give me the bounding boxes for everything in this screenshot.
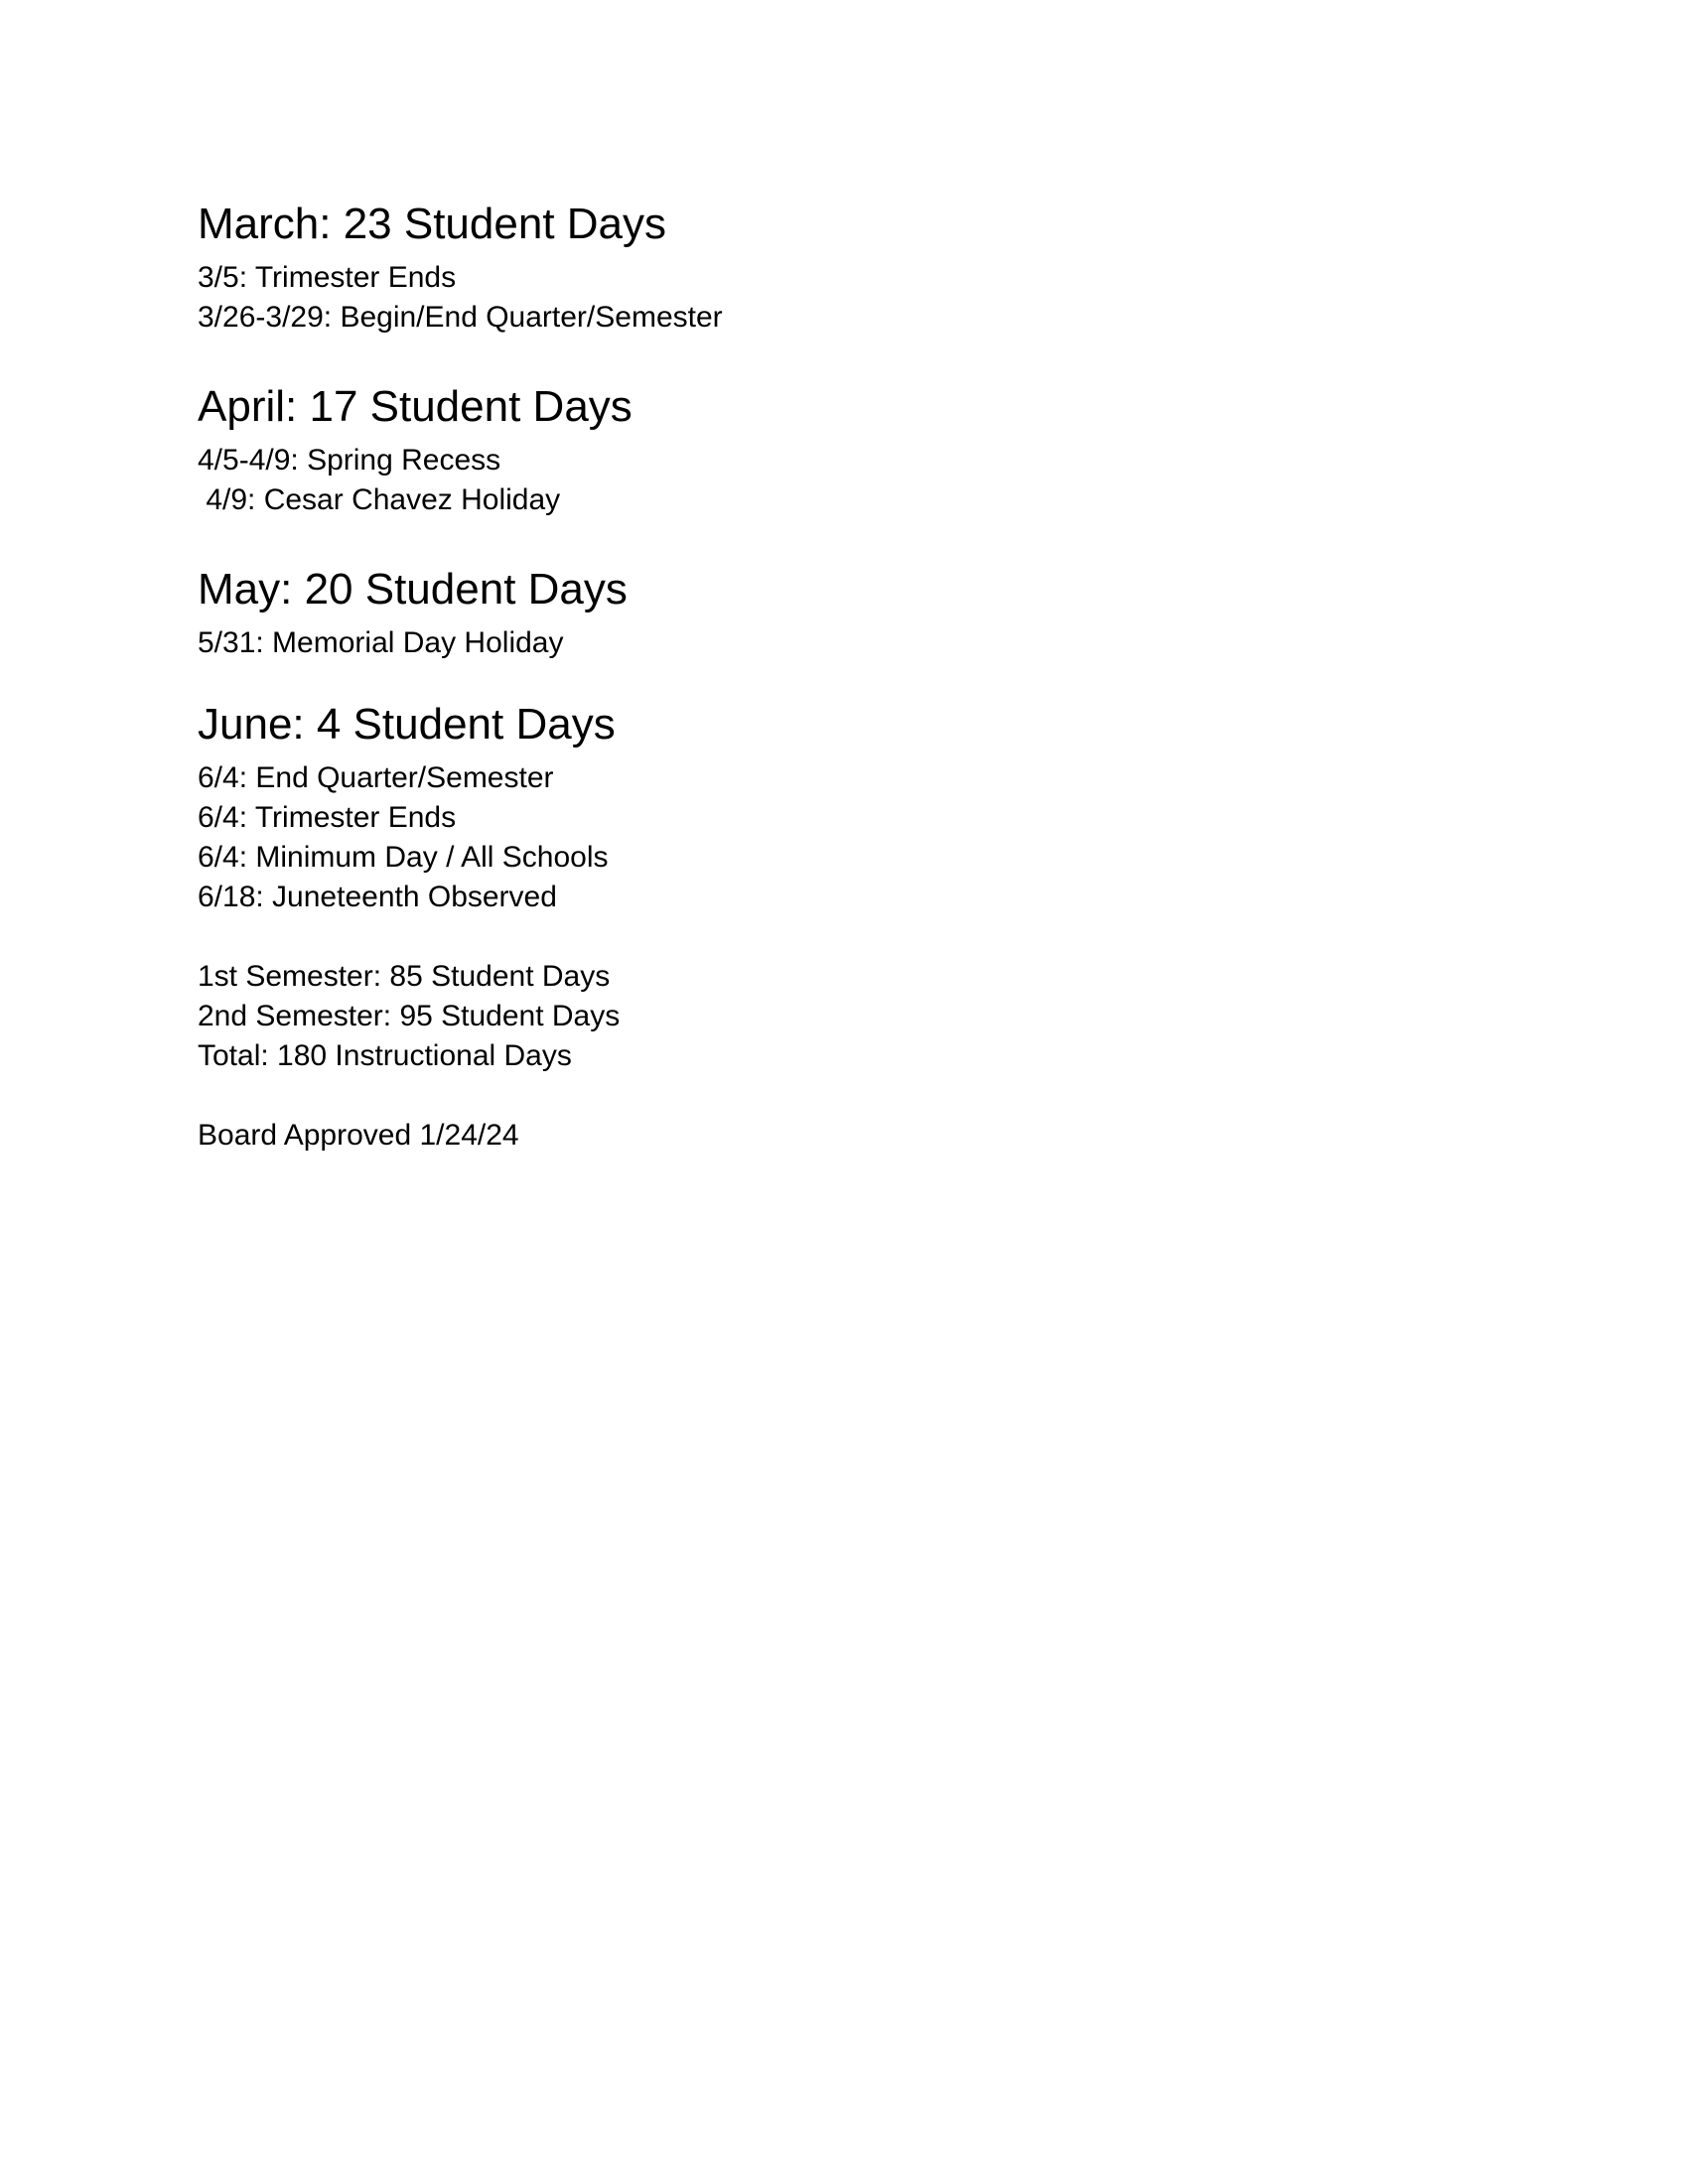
- board-approval-note: Board Approved 1/24/24: [198, 1119, 519, 1152]
- calendar-entry: 5/31: Memorial Day Holiday: [198, 626, 564, 659]
- month-section-march: [198, 195, 1488, 338]
- calendar-document: [198, 195, 1488, 1156]
- month-section-april: [198, 377, 1488, 520]
- calendar-entry: 4/5-4/9: Spring Recess: [198, 444, 501, 477]
- month-heading: June: 4 Student Days: [198, 700, 616, 749]
- summary-line: 2nd Semester: 95 Student Days: [198, 1000, 621, 1032]
- month-section-may: [198, 560, 1488, 663]
- calendar-entry: 6/4: Trimester Ends: [198, 801, 457, 834]
- summary-line: Total: 180 Instructional Days: [198, 1039, 572, 1072]
- calendar-entry: 4/9: Cesar Chavez Holiday: [198, 483, 561, 516]
- month-heading: May: 20 Student Days: [198, 565, 628, 614]
- semester-summary: [198, 957, 1488, 1076]
- calendar-entry: 6/4: End Quarter/Semester: [198, 761, 554, 794]
- calendar-entry: 6/4: Minimum Day / All Schools: [198, 841, 609, 874]
- calendar-entry: 3/5: Trimester Ends: [198, 261, 457, 294]
- calendar-entry: 3/26-3/29: Begin/End Quarter/Semester: [198, 301, 723, 334]
- month-entries: [198, 441, 1488, 520]
- month-heading: April: 17 Student Days: [198, 382, 633, 431]
- month-heading: March: 23 Student Days: [198, 200, 667, 248]
- month-section-june: [198, 695, 1488, 917]
- month-entries: [198, 258, 1488, 338]
- summary-line: 1st Semester: 85 Student Days: [198, 960, 611, 993]
- calendar-entry: 6/18: Juneteenth Observed: [198, 881, 557, 913]
- month-entries: [198, 623, 1488, 663]
- month-entries: [198, 758, 1488, 917]
